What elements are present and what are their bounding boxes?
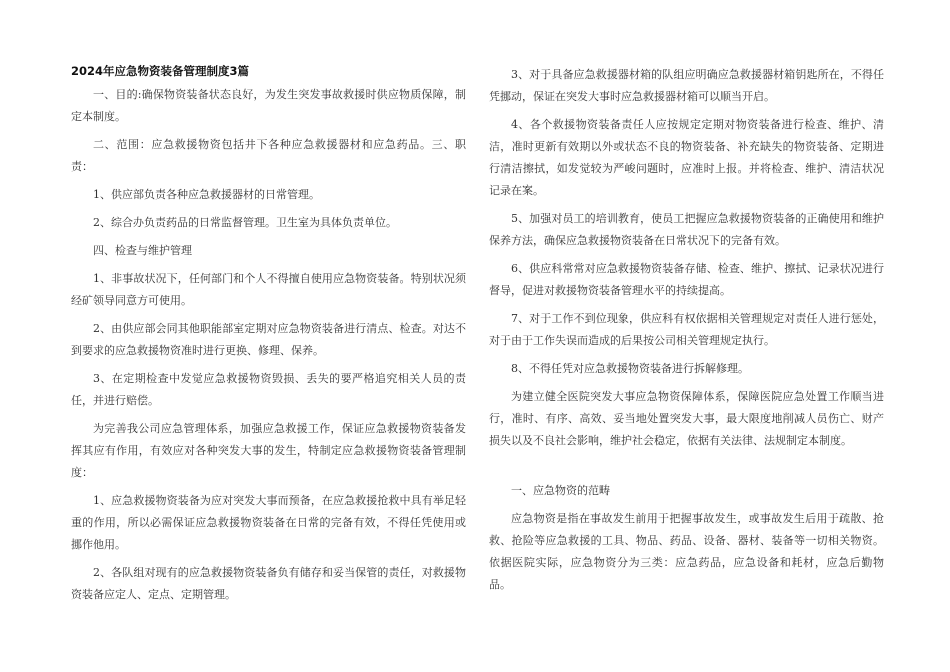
paragraph: 1、应急救援物资装备为应对突发大事而预备，在应急救援抢救中具有举足轻重的作用，所以必需保证应急救援物资装备在日常的完备有效，不得任凭使用或挪作他用。 (71, 494, 466, 551)
right-column (489, 64, 884, 602)
section-heading: 四、检查与维护管理 (93, 244, 192, 257)
paragraph: 4、各个救援物资装备责任人应按规定定期对物资装备进行检查、维护、清洁，准时更新有效期以外或状态不良的物资装备、补充缺失的物资装备、定期进行清洁擦拭，如发觉较为严峻问题时，应准时上报。并将检查、维护、清洁状况记录在案。 (489, 118, 884, 197)
paragraph: 1、供应部负责各种应急救援器材的日常管理。 (93, 188, 320, 201)
paragraph: 2、各队组对现有的应急救援物资装备负有储存和妥当保管的责任，对救援物资装备应定人、定点、定期管理。 (71, 566, 466, 601)
paragraph: 2、由供应部会同其他职能部室定期对应急物资装备进行清点、检查。对达不到要求的应急救援物资准时进行更换、修理、保养。 (71, 322, 466, 357)
paragraph: 3、在定期检查中发觉应急救援物资毁损、丢失的要严格追究相关人员的责任，并进行赔偿。 (71, 372, 466, 407)
left-column (71, 64, 466, 612)
paragraph: 6、供应科常常对应急救援物资装备存储、检查、维护、擦拭、记录状况进行督导，促进对救援物资装备管理水平的持续提高。 (489, 262, 884, 297)
paragraph: 2、综合办负责药品的日常监督管理。卫生室为具体负责单位。 (93, 216, 397, 229)
paragraph: 为建立健全医院突发大事应急物资保障体系，保障医院应急处置工作顺当进行，准时、有序、高效、妥当地处置突发大事，最大限度地削减人员伤亡、财产损失以及不良社会影响，维护社会稳定，依据有关法律、法规制定本制度。 (489, 390, 884, 447)
section-spacer (489, 458, 884, 480)
paragraph: 为完善我公司应急管理体系，加强应急救援工作，保证应急救援物资装备发挥其应有作用，有效应对各种突发大事的发生，特制定应急救援物资装备管理制度： (71, 422, 466, 479)
section-heading: 一、应急物资的范畴 (511, 484, 610, 497)
paragraph: 一、目的:确保物资装备状态良好，为发生突发事故救援时供应物质保障，制定本制度。 (71, 88, 466, 123)
document-title: 2024年应急物资装备管理制度3篇 (71, 64, 250, 78)
paragraph: 8、不得任凭对应急救援物资装备进行拆解修理。 (511, 362, 749, 375)
paragraph: 应急物资是指在事故发生前用于把握事故发生，或事故发生后用于疏散、抢救、抢险等应急救援的工具、物品、药品、设备、器材、装备等一切相关物资。依据医院实际，应急物资分为三类：应急药品，应急设备和耗材，应急后勤物品。 (489, 512, 884, 591)
paragraph: 3、对于具备应急救援器材箱的队组应明确应急救援器材箱钥匙所在，不得任凭挪动，保证在突发大事时应急救援器材箱可以顺当开启。 (489, 68, 884, 103)
paragraph: 二、范围：应急救援物资包括井下各种应急救援器材和应急药品。三、职责： (71, 138, 466, 173)
paragraph: 5、加强对员工的培训教育，使员工把握应急救援物资装备的正确使用和维护保养方法，确保应急救援物资装备在日常状况下的完备有效。 (489, 212, 884, 247)
paragraph: 7、对于工作不到位现象，供应科有权依据相关管理规定对责任人进行惩处，对于由于工作失误而造成的后果按公司相关管理规定执行。 (489, 312, 884, 347)
paragraph: 1、非事故状况下，任何部门和个人不得擅自使用应急物资装备。特别状况须经矿领导同意方可使用。 (71, 272, 466, 307)
